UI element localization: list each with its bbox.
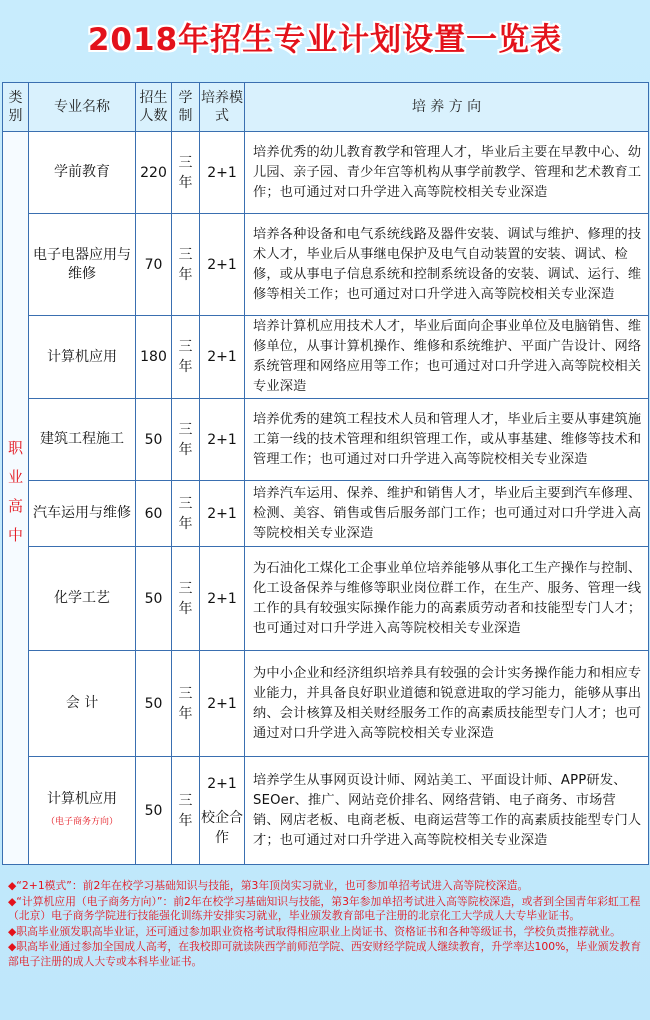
training-direction: 培养学生从事网页设计师、网站美工、平面设计师、APP研发、SEOer、推广、网站竞价排名、网络营销、电子商务、市场营销、网店老板、电商老板、电商运营等工作的高素质技能型专门人才；也可通过对口升学进入高等院校相关专业深造 [245, 757, 649, 865]
training-mode: 2+1 [200, 547, 245, 651]
table-row [3, 651, 649, 757]
table-row [3, 547, 649, 651]
notes-section [2, 875, 648, 1018]
enrollment-plan-table [2, 82, 649, 865]
enroll-count: 50 [136, 651, 172, 757]
header-mode: 培养模式 [200, 83, 245, 132]
training-mode [200, 757, 245, 865]
table-row [3, 481, 649, 547]
table-row [3, 399, 649, 481]
table-row [3, 757, 649, 865]
training-mode: 2+1 [200, 651, 245, 757]
study-years: 三年 [172, 757, 200, 865]
enroll-count: 50 [136, 547, 172, 651]
training-mode-primary: 2+1 [207, 775, 237, 792]
table-row [3, 214, 649, 316]
study-years: 三年 [172, 547, 200, 651]
training-direction: 培养优秀的幼儿教育教学和管理人才，毕业后主要在早教中心、幼儿园、亲子园、青少年宫等机构从事学前教学、管理和艺术教育工作；也可通过对口升学进入高等院校相关专业深造 [245, 132, 649, 214]
major-name: 计算机应用 [29, 316, 136, 399]
major-name: 学前教育 [29, 132, 136, 214]
training-direction: 培养汽车运用、保养、维护和销售人才，毕业后主要到汽车修理、检测、美容、销售或售后服务部门工作；也可通过对口升学进入高等院校相关专业深造 [245, 481, 649, 547]
study-years: 三年 [172, 316, 200, 399]
study-years: 三年 [172, 651, 200, 757]
study-years: 三年 [172, 132, 200, 214]
major-name: 会 计 [29, 651, 136, 757]
header-category: 类别 [3, 83, 29, 132]
table-row [3, 132, 649, 214]
note-item: ◆职高毕业通过参加全国成人高考，在我校即可就读陕西学前师范学院、西安财经学院成人继续教育，升学率达100%，毕业颁发教育部电子注册的成人大专或本科毕业证书。 [8, 940, 641, 968]
training-direction: 培养各种设备和电气系统线路及器件安装、调试与维护、修理的技术人才，毕业后从事继电保护及电气自动装置的安装、调试、检修，或从事电子信息系统和控制系统设备的安装、调试、运行、维修等相关工作；也可通过对口升学进入高等院校相关专业深造 [245, 214, 649, 316]
major-sub-label: （电子商务方向） [45, 816, 118, 827]
major-name: 电子电器应用与维修 [29, 214, 136, 316]
major-name [29, 757, 136, 865]
enroll-count: 60 [136, 481, 172, 547]
training-mode: 2+1 [200, 214, 245, 316]
header-direction: 培 养 方 向 [245, 83, 649, 132]
training-mode: 2+1 [200, 132, 245, 214]
training-direction: 培养优秀的建筑工程技术人员和管理人才，毕业后主要从事建筑施工第一线的技术管理和组织管理工作，或从事基建、维修等技术和管理工作；也可通过对口升学进入高等院校相关专业深造 [245, 399, 649, 481]
major-name: 汽车运用与维修 [29, 481, 136, 547]
training-direction: 培养计算机应用技术人才，毕业后面向企事业单位及电脑销售、维修单位，从事计算机操作、维修和系统维护、平面广告设计、网络系统管理和网络应用等工作；也可通过对口升学进入高等院校相关专业深造 [245, 316, 649, 399]
study-years: 三年 [172, 214, 200, 316]
training-mode: 2+1 [200, 399, 245, 481]
major-name: 建筑工程施工 [29, 399, 136, 481]
header-major: 专业名称 [29, 83, 136, 132]
table-row [3, 316, 649, 399]
study-years: 三年 [172, 399, 200, 481]
page-title: 2018年招生专业计划设置一览表 [87, 21, 563, 58]
major-name: 化学工艺 [29, 547, 136, 651]
training-direction: 为石油化工煤化工企事业单位培养能够从事化工生产操作与控制、化工设备保养与维修等职业岗位群工作，在生产、服务、管理一线工作的具有较强实际操作能力的高素质劳动者和技能型专门人才；也可通过对口升学进入高等院校相关专业深造 [245, 547, 649, 651]
table-header-row [3, 83, 649, 132]
note-item: ◆“计算机应用（电子商务方向）”：前2年在校学习基础知识与技能，第3年参加单招考试进入高等院校深造，或者到全国青年彩虹工程（北京）电子商务学院进行技能强化训练并安排实习就业，毕业颁发教育部电子注册的北京化工大学成人大专毕业证书。 [8, 894, 641, 923]
major-name-text: 计算机应用 [47, 790, 117, 807]
training-mode: 2+1 [200, 316, 245, 399]
category-cell: 职业高中 [3, 132, 29, 865]
enroll-count: 50 [136, 757, 172, 865]
study-years: 三年 [172, 481, 200, 547]
enroll-count: 70 [136, 214, 172, 316]
training-mode-secondary: 校企合作 [201, 809, 243, 846]
training-direction: 为中小企业和经济组织培养具有较强的会计实务操作能力和相应专业能力，并具备良好职业道德和锐意进取的学习能力，能够从事出纳、会计核算及相关财经服务工作的高素质技能型专门人才；也可通过对口升学进入高等院校相关专业深造 [245, 651, 649, 757]
training-mode: 2+1 [200, 481, 245, 547]
enroll-count: 50 [136, 399, 172, 481]
note-item: ◆职高毕业颁发职高毕业证，还可通过参加职业资格考试取得相应职业上岗证书、资格证书和各种等级证书，学校负责推荐就业。 [8, 924, 621, 938]
header-years: 学制 [172, 83, 200, 132]
header-enroll: 招生人数 [136, 83, 172, 132]
enroll-count: 180 [136, 316, 172, 399]
enroll-count: 220 [136, 132, 172, 214]
note-item: ◆“2+1模式”：前2年在校学习基础知识与技能，第3年顶岗实习就业，也可参加单招考试进入高等院校深造。 [8, 879, 529, 892]
